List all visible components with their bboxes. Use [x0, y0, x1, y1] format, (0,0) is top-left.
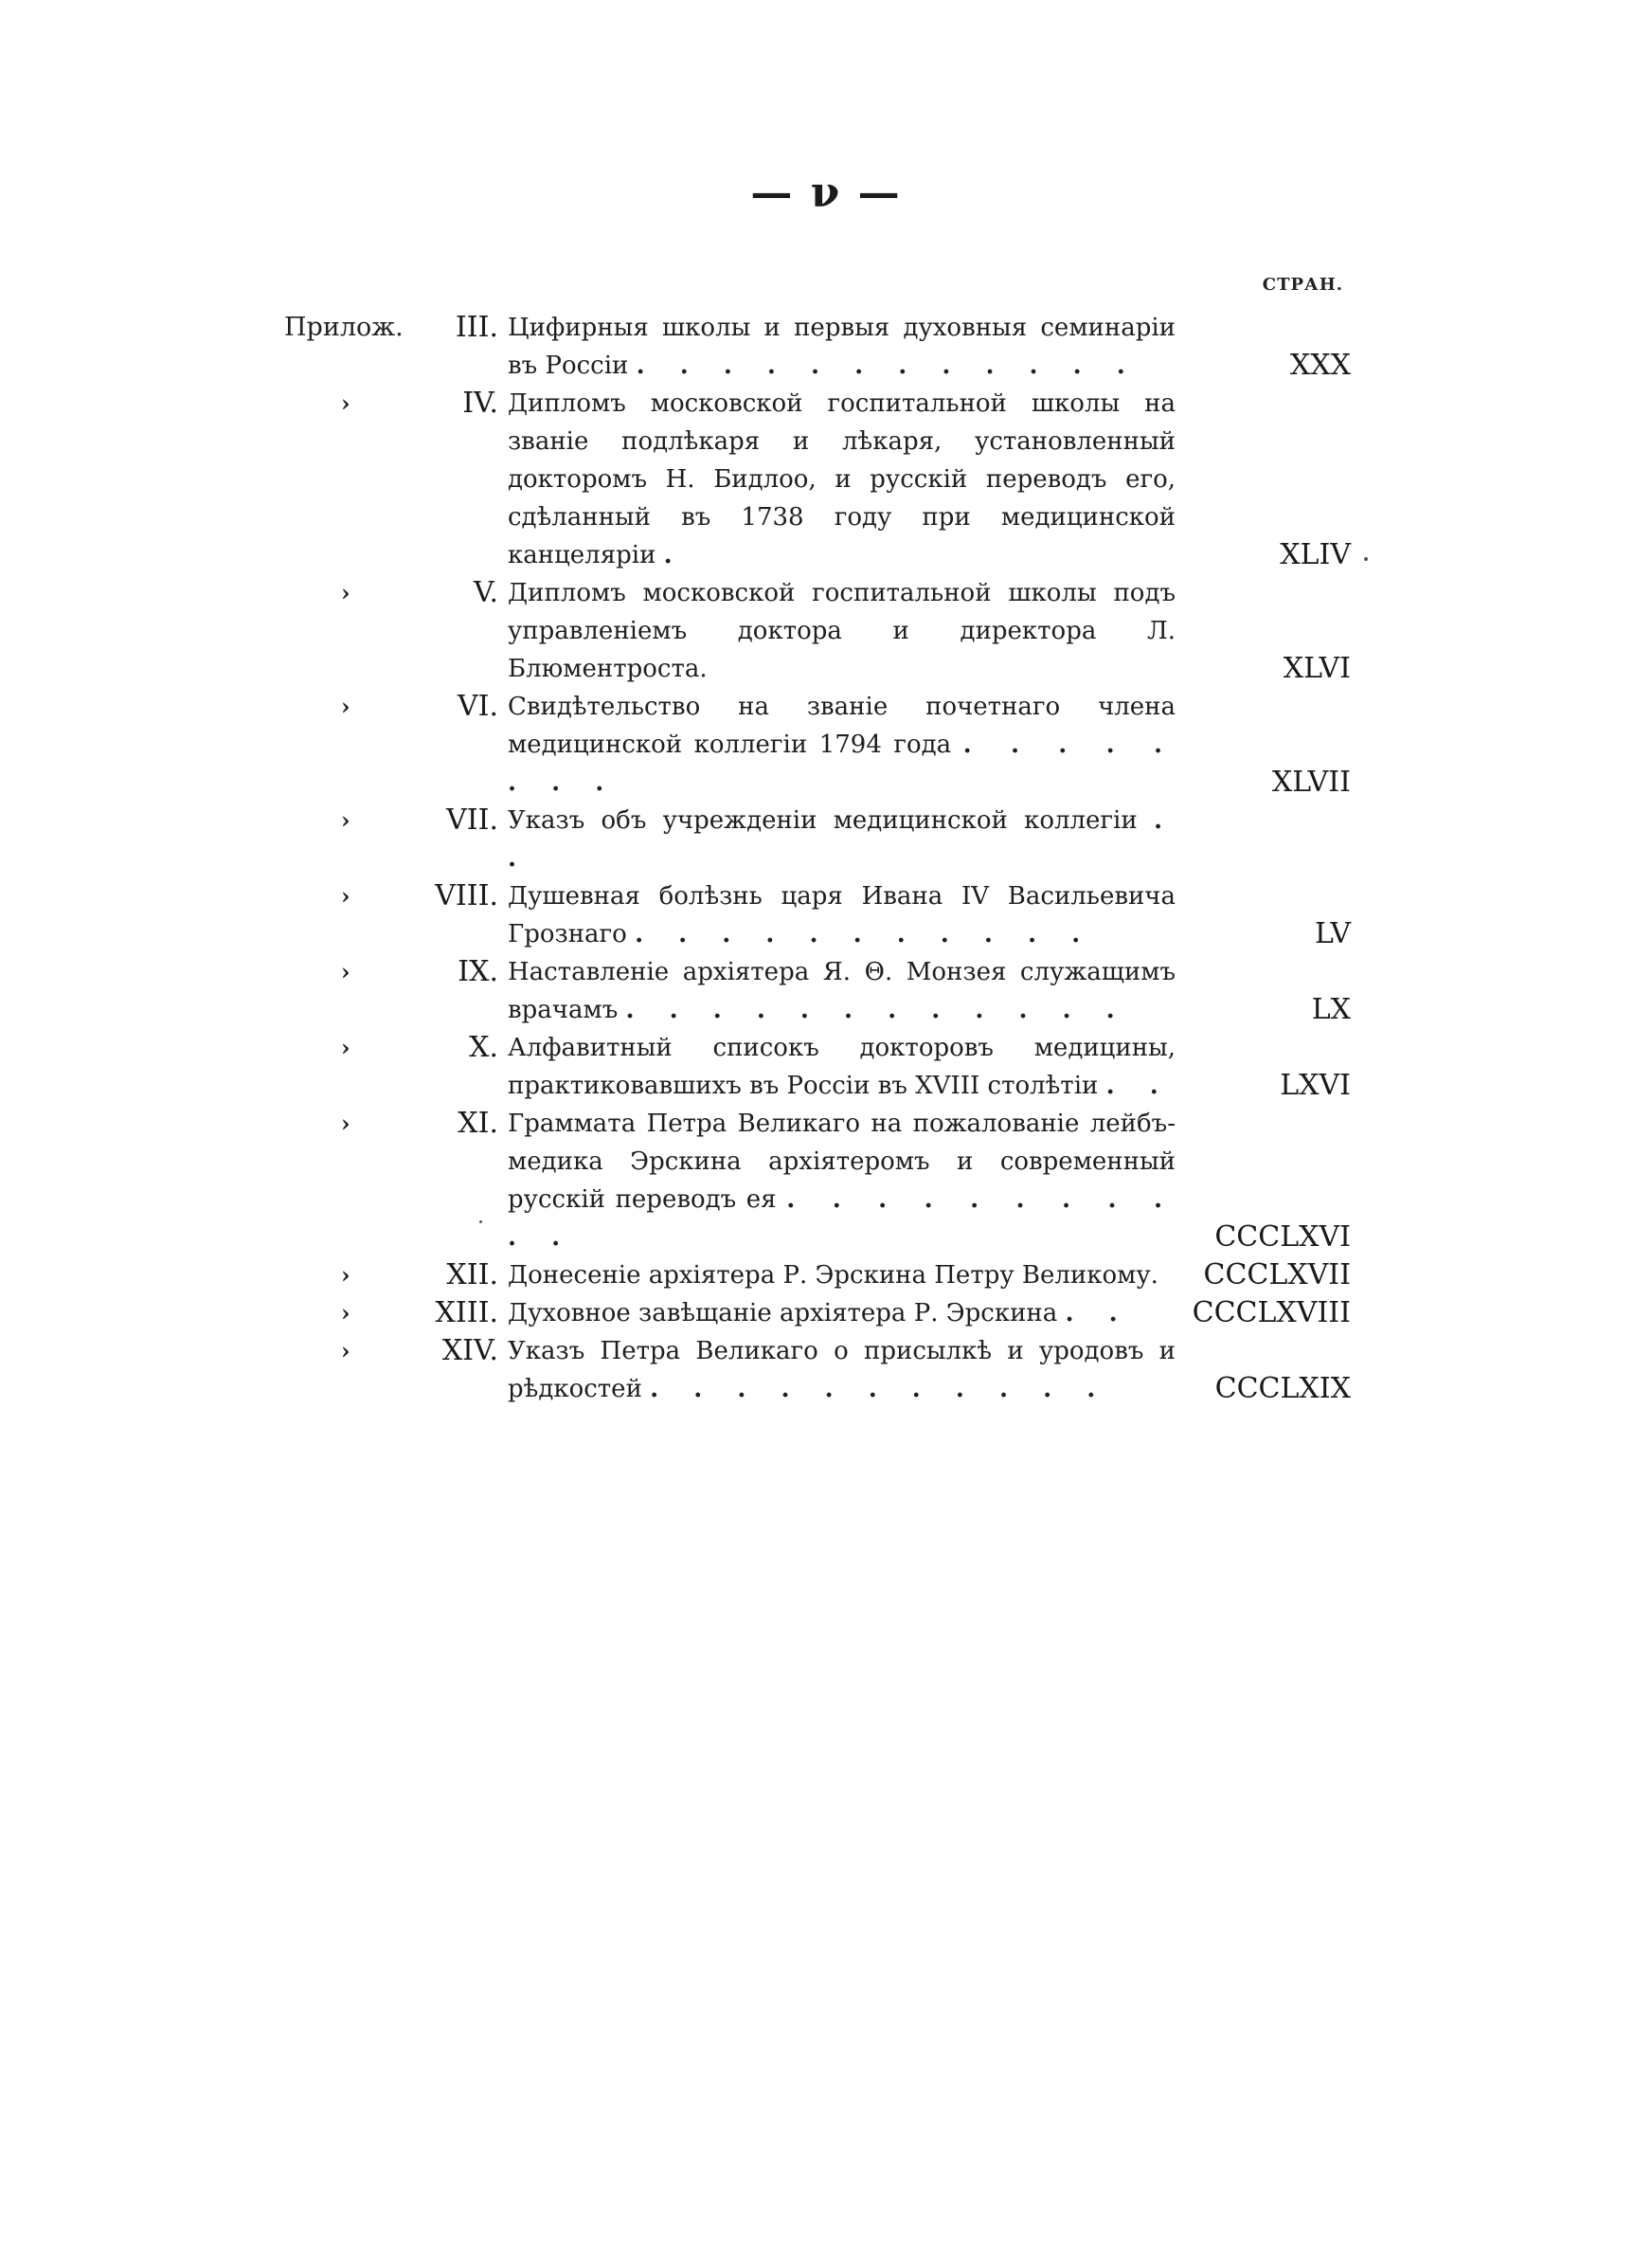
entry-title: Дипломъ московской госпитальной школы подъ управленіемъ доктора и директора Л. Блюментроста. [508, 579, 1176, 683]
entry-title: Свидѣтельство на званіе почетнаго члена медицинской коллегіи 1794 года . . . . . . . . [508, 693, 1176, 797]
toc-entry [0, 574, 1652, 688]
entry-number: IX. [458, 955, 498, 988]
print-speck [1364, 557, 1368, 561]
entry-number: XIII. [435, 1296, 498, 1329]
appendix-label: Прилож. [284, 313, 404, 342]
entry-title: Граммата Петра Великаго на пожалованіе лейбъ-медика Эрскина архіятеромъ и современный русскій переводъ ея . . . . . . . . . . . [508, 1110, 1176, 1252]
ditto-mark: › [341, 1299, 350, 1327]
toc-entry [0, 1029, 1652, 1105]
ditto-mark: › [341, 1337, 350, 1364]
entry-page: LX [1311, 993, 1351, 1026]
toc-entry [0, 877, 1652, 953]
entry-title: Цифирныя школы и первыя духовныя семинаріи въ Россіи . . . . . . . . . . . . [508, 314, 1176, 380]
leader-dots: . . . . . . . . [508, 731, 1176, 797]
leader-dots: . . . . . . . . . . . . [636, 352, 1139, 380]
entry-number: V. [474, 576, 498, 609]
entry-page: XLVII [1271, 766, 1351, 799]
entry-title: Наставленіе архіятера Я. Θ. Монзея служащимъ врачамъ . . . . . . . . . . . . [508, 958, 1176, 1024]
entry-page: CCCLXIX [1214, 1372, 1351, 1405]
entry-number: VII. [446, 803, 498, 837]
page-column-header: СТРАН. [1262, 275, 1343, 295]
leader-dots: . . . . . . . . . . . . [625, 996, 1128, 1024]
entry-number: VIII. [435, 879, 498, 912]
toc-entry [0, 688, 1652, 802]
ditto-mark: › [341, 579, 350, 606]
entry-number: XIV. [441, 1334, 498, 1367]
entry-title: Алфавитный списокъ докторовъ медицины, практиковавшихъ въ Россіи въ XVIII столѣтіи . . [508, 1034, 1176, 1100]
print-speck [479, 1220, 482, 1223]
entry-title: Духовное завѣщаніе архіятера Р. Эрскина . . [508, 1299, 1131, 1327]
entry-title: Указъ объ учрежденіи медицинской коллегіи . . [508, 806, 1176, 873]
toc-entry [0, 802, 1652, 877]
toc-entry [0, 1294, 1652, 1332]
table-of-contents [0, 309, 1652, 1408]
entry-title: Донесеніе архіятера Р. Эрскина Петру Великому. [508, 1261, 1158, 1290]
entry-title: Душевная болѣзнь царя Ивана IV Васильевича Грознаго . . . . . . . . . . . [508, 882, 1176, 948]
entry-page: CCCLXVIII [1192, 1296, 1351, 1329]
entry-page: XLIV [1280, 538, 1351, 571]
entry-number: III. [455, 311, 498, 344]
toc-entry [0, 309, 1652, 385]
ditto-mark: › [341, 1110, 350, 1137]
ditto-mark: › [341, 806, 350, 834]
entry-number: X. [469, 1031, 498, 1064]
ditto-mark: › [341, 693, 350, 720]
leader-dots: . . [508, 806, 1176, 873]
entry-page: LV [1314, 917, 1351, 950]
ditto-mark: › [341, 389, 350, 417]
entry-number: XII. [446, 1258, 498, 1291]
entry-page: LXVI [1280, 1069, 1351, 1102]
leader-dots: . . [1105, 1072, 1172, 1100]
page-number: — ν — [750, 169, 902, 217]
toc-entry [0, 1105, 1652, 1256]
ditto-mark: › [341, 1034, 350, 1061]
toc-entry [0, 1256, 1652, 1294]
entry-title: Указъ Петра Великаго о присылкѣ и уродовъ и рѣдкостей . . . . . . . . . . . [508, 1337, 1176, 1403]
toc-entry [0, 385, 1652, 574]
leader-dots: . . . . . . . . . . . [508, 1185, 1176, 1252]
toc-entry [0, 1332, 1652, 1408]
ditto-mark: › [341, 882, 350, 910]
entry-page: XLVI [1283, 652, 1351, 685]
entry-page: CCCLXVII [1203, 1258, 1351, 1291]
entry-page: XXX [1289, 349, 1351, 382]
leader-dots: . . . . . . . . . . . [650, 1375, 1109, 1403]
leader-dots: . . [1065, 1299, 1131, 1327]
ditto-mark: › [341, 958, 350, 985]
ditto-mark: › [341, 1261, 350, 1289]
leader-dots: . . . . . . . . . . . [635, 920, 1094, 948]
entry-number: VI. [457, 690, 498, 723]
entry-number: IV. [462, 387, 498, 420]
toc-entry [0, 953, 1652, 1029]
entry-page: CCCLXVI [1214, 1220, 1351, 1254]
entry-number: XI. [458, 1107, 498, 1140]
entry-title: Дипломъ московской госпитальной школы на званіе подлѣкаря и лѣкаря, установленный докторомъ Н. Бидлоо, и русскій переводъ его, сдѣланный въ 1738 году при медицинской канцеляріи . [508, 389, 1176, 569]
leader-dots: . [663, 541, 686, 569]
